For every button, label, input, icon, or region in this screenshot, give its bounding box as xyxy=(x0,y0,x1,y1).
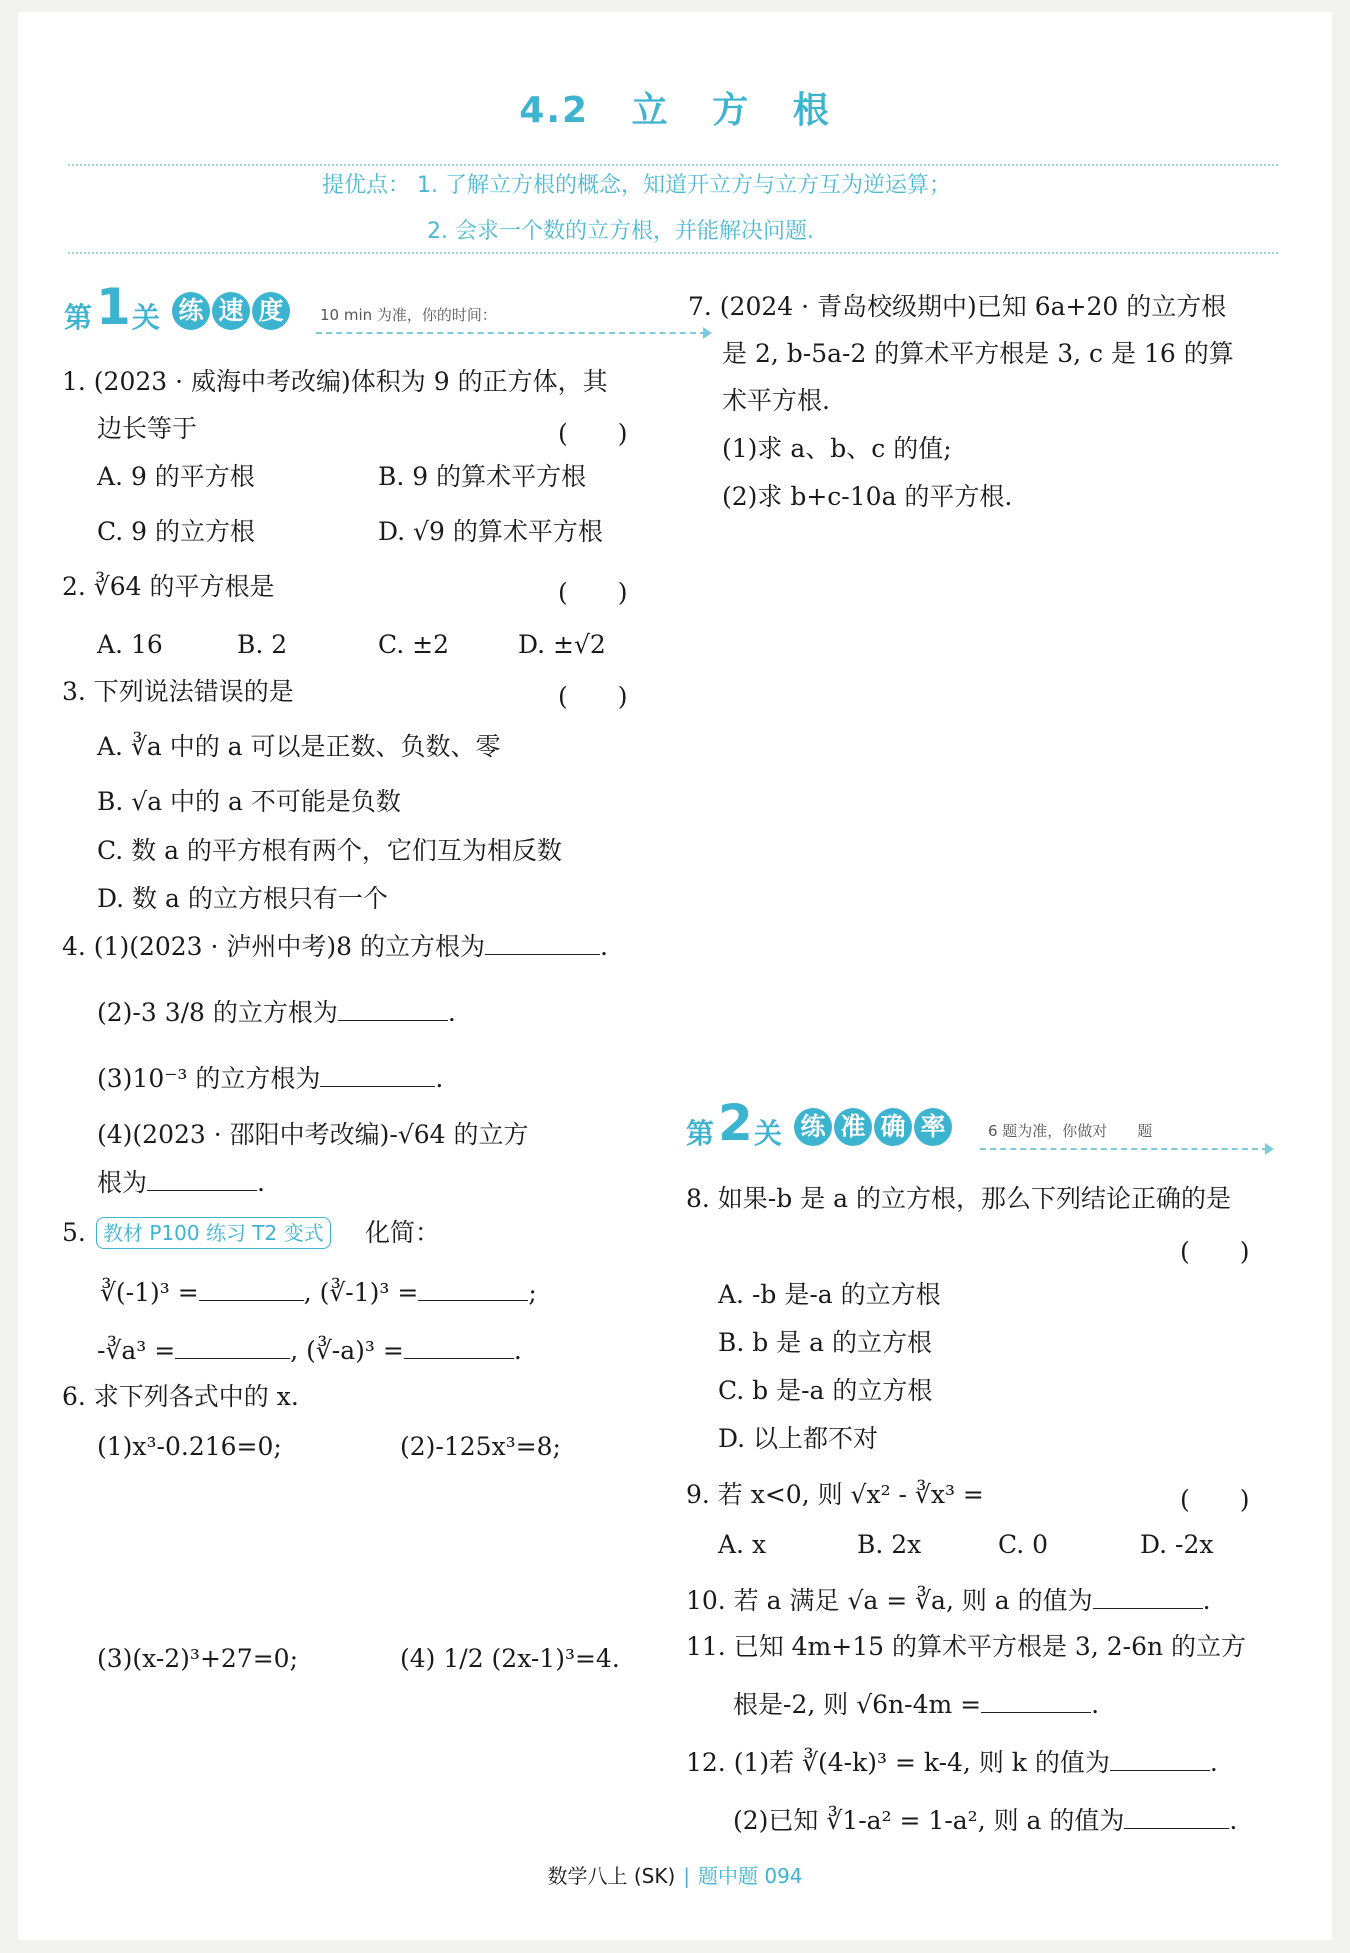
badge-char: 速 xyxy=(212,292,250,330)
q12-1-blank[interactable] xyxy=(1110,1744,1210,1771)
q5-line-2-end: . xyxy=(513,1336,522,1365)
section-2-score-note: 6 题为准，你做对 题 xyxy=(988,1122,1153,1140)
q5-expr-2: , (∛-1)³ = xyxy=(303,1278,419,1307)
q12-part-2-text: (2)已知 ∛1-a² = 1-a², 则 a 的值为 xyxy=(733,1806,1125,1835)
footer-separator: | xyxy=(683,1864,690,1888)
footer-page-number: 题中题 094 xyxy=(698,1864,803,1888)
title-number: 4.2 xyxy=(519,90,590,131)
q4-part-2-text: (2)-3 3/8 的立方根为 xyxy=(97,998,338,1027)
key-point-2: 2. 会求一个数的立方根，并能解决问题. xyxy=(427,219,814,244)
q8-option-c: C. b 是-a 的立方根 xyxy=(718,1376,933,1405)
q12-part-2: (2)已知 ∛1-a² = 1-a², 则 a 的值为 . xyxy=(733,1802,1237,1838)
q9-option-c: C. 0 xyxy=(998,1530,1049,1559)
page-footer xyxy=(0,1860,1350,1889)
badge-char: 度 xyxy=(252,292,290,330)
divider-top xyxy=(68,164,1278,166)
q1-option-d: D. √9 的算术平方根 xyxy=(378,517,603,546)
q8-stem: 8. 如果-b 是 a 的立方根，那么下列结论正确的是 xyxy=(686,1184,1231,1213)
q4-part-1-text: 4. (1)(2023 · 泸州中考)8 的立方根为 xyxy=(62,932,486,961)
q7-part-2: (2)求 b+c-10a 的平方根. xyxy=(722,482,1013,511)
badge-char: 练 xyxy=(172,292,210,330)
title-char-3: 根 xyxy=(792,90,831,131)
q9-option-d: D. -2x xyxy=(1140,1530,1214,1559)
q3-option-c: C. 数 a 的平方根有两个，它们互为相反数 xyxy=(97,836,562,865)
q3-option-a: A. ∛a 中的 a 可以是正数、负数、零 xyxy=(97,732,501,761)
section-1-arrow xyxy=(316,332,706,334)
title-char-1: 立 xyxy=(631,90,670,131)
q12-part-1: 12. (1)若 ∛(4-k)³ = k-4, 则 k 的值为 . xyxy=(686,1744,1218,1780)
q5-expr-4: , (∛-a)³ = xyxy=(290,1336,404,1365)
q9-option-b: B. 2x xyxy=(857,1530,922,1559)
q5-line-1 xyxy=(100,1274,537,1310)
q5-expr-3: -∛a³ = xyxy=(97,1336,176,1365)
q5-number: 5. xyxy=(62,1218,86,1247)
q5-blank-2[interactable] xyxy=(418,1274,528,1301)
q4-part-4-cont-text: 根为 xyxy=(97,1168,148,1197)
badge-char: 准 xyxy=(834,1108,872,1146)
section-1-badge xyxy=(172,292,290,330)
q5-blank-1[interactable] xyxy=(199,1274,304,1301)
section-2-badge xyxy=(794,1108,952,1146)
q4-1-blank[interactable] xyxy=(485,928,600,955)
q5-blank-4[interactable] xyxy=(404,1332,514,1359)
section-1-time-note: 10 min 为准，你的时间： xyxy=(320,306,497,324)
q1-stem: 1. (2023 · 威海中考改编)体积为 9 的正方体，其 xyxy=(62,367,608,396)
q7-part-1: (1)求 a、b、c 的值; xyxy=(722,434,952,463)
q6-part-2: (2)-125x³=8; xyxy=(400,1432,561,1461)
q3-answer-paren[interactable]: ( ) xyxy=(558,682,628,711)
section-1-di: 第 xyxy=(64,301,93,334)
section-2-header xyxy=(686,1094,1286,1160)
q4-part-1: 4. (1)(2023 · 泸州中考)8 的立方根为 . xyxy=(62,928,608,964)
q5-blank-3[interactable] xyxy=(175,1332,290,1359)
q2-option-c: C. ±2 xyxy=(378,630,449,659)
q10-blank[interactable] xyxy=(1093,1582,1203,1609)
section-2-arrow xyxy=(980,1148,1268,1150)
q2-option-b: B. 2 xyxy=(237,630,288,659)
q9-option-a: A. x xyxy=(718,1530,767,1559)
q1-option-c: C. 9 的立方根 xyxy=(97,517,255,546)
section-1-number: 1 xyxy=(96,278,131,336)
q11-cont-text: 根是-2, 则 √6n-4m = xyxy=(733,1690,982,1719)
q6-stem: 6. 求下列各式中的 x. xyxy=(62,1382,299,1411)
q6-part-4: (4) 1/2 (2x-1)³=4. xyxy=(400,1644,620,1673)
q7-stem-cont-2: 术平方根. xyxy=(722,386,830,415)
section-1-guan: 关 xyxy=(132,301,161,334)
q8-option-b: B. b 是 a 的立方根 xyxy=(718,1328,933,1357)
q2-option-d: D. ±√2 xyxy=(518,630,606,659)
q9-answer-paren[interactable]: ( ) xyxy=(1180,1485,1250,1514)
q1-answer-paren[interactable]: ( ) xyxy=(558,419,628,448)
section-2-number: 2 xyxy=(718,1094,753,1152)
page-title xyxy=(0,82,1350,133)
q12-2-blank[interactable] xyxy=(1124,1802,1229,1829)
q7-stem-cont-1: 是 2, b-5a-2 的算术平方根是 3, c 是 16 的算 xyxy=(722,339,1234,368)
q4-4-blank[interactable] xyxy=(147,1164,257,1191)
q5-expr-1: ∛(-1)³ = xyxy=(100,1278,199,1307)
q4-part-2: (2)-3 3/8 的立方根为 . xyxy=(97,994,456,1030)
badge-char: 确 xyxy=(874,1108,912,1146)
q3-stem: 3. 下列说法错误的是 xyxy=(62,677,294,706)
divider-bottom xyxy=(68,252,1278,254)
q6-part-3: (3)(x-2)³+27=0; xyxy=(97,1644,298,1673)
q8-option-a: A. -b 是-a 的立方根 xyxy=(718,1280,941,1309)
q4-3-blank[interactable] xyxy=(320,1060,435,1087)
q11-blank[interactable] xyxy=(981,1686,1091,1713)
footer-book-title: 数学八上 (SK) xyxy=(547,1864,676,1888)
section-2-guan: 关 xyxy=(754,1117,783,1150)
q6-part-1: (1)x³-0.216=0; xyxy=(97,1432,282,1461)
q11-stem-cont: 根是-2, 则 √6n-4m = . xyxy=(733,1686,1099,1722)
q2-answer-paren[interactable]: ( ) xyxy=(558,578,628,607)
q1-stem-cont: 边长等于 xyxy=(97,414,198,443)
key-point-1: 提优点： 1. 了解立方根的概念，知道开立方与立方互为逆运算； xyxy=(322,173,951,198)
q8-option-d: D. 以上都不对 xyxy=(718,1424,879,1453)
section-2-di: 第 xyxy=(686,1117,715,1150)
q3-option-b: B. √a 中的 a 不可能是负数 xyxy=(97,787,401,816)
q8-answer-paren[interactable]: ( ) xyxy=(1180,1237,1250,1266)
q4-part-3-text: (3)10⁻³ 的立方根为 xyxy=(97,1064,321,1093)
title-char-2: 方 xyxy=(712,90,751,131)
q11-stem: 11. 已知 4m+15 的算术平方根是 3, 2-6n 的立方 xyxy=(686,1632,1247,1661)
q5-line-2 xyxy=(97,1332,522,1368)
q9-stem: 9. 若 x<0, 则 √x² - ∛x³ = xyxy=(686,1480,984,1509)
q5-textbook-tag: 教材 P100 练习 T2 变式 xyxy=(96,1217,331,1249)
q2-option-a: A. 16 xyxy=(97,630,163,659)
q5-line-1-end: ; xyxy=(528,1278,537,1307)
q5-instruction: 化简： xyxy=(365,1218,441,1247)
q1-option-b: B. 9 的算术平方根 xyxy=(378,462,587,491)
q10-text: 10. 若 a 满足 √a = ∛a, 则 a 的值为 xyxy=(686,1586,1093,1615)
q12-part-1-text: 12. (1)若 ∛(4-k)³ = k-4, 则 k 的值为 xyxy=(686,1748,1110,1777)
q4-part-3: (3)10⁻³ 的立方根为 . xyxy=(97,1060,443,1096)
q1-option-a: A. 9 的平方根 xyxy=(97,462,255,491)
badge-char: 率 xyxy=(914,1108,952,1146)
q2-stem: 2. ∛64 的平方根是 xyxy=(62,572,275,601)
section-1-header xyxy=(64,278,664,344)
badge-char: 练 xyxy=(794,1108,832,1146)
q3-option-d: D. 数 a 的立方根只有一个 xyxy=(97,884,388,913)
q7-stem: 7. (2024 · 青岛校级期中)已知 6a+20 的立方根 xyxy=(688,292,1227,321)
q4-part-4: (4)(2023 · 邵阳中考改编)-√64 的立方 xyxy=(97,1120,529,1149)
q4-2-blank[interactable] xyxy=(338,994,448,1021)
q10-stem: 10. 若 a 满足 √a = ∛a, 则 a 的值为 . xyxy=(686,1582,1211,1618)
q4-part-4-cont: 根为 . xyxy=(97,1164,265,1200)
